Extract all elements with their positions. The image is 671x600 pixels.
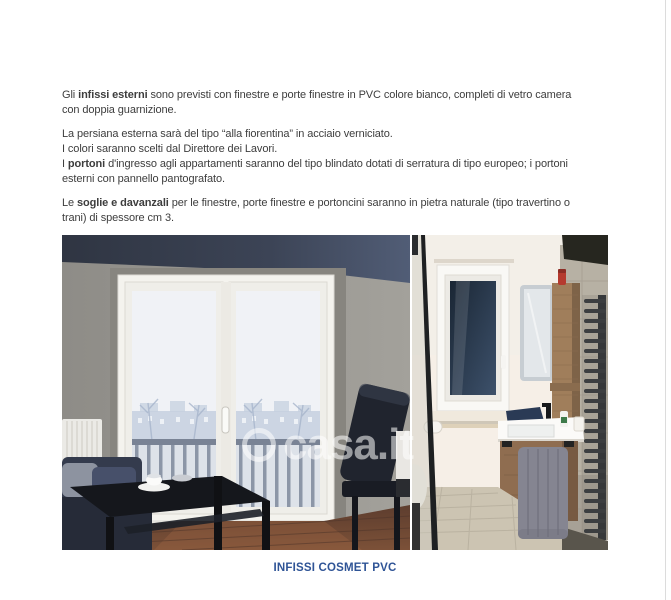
text-line: trani) di spessore cm 3. (62, 212, 174, 224)
photo-bathroom-window-vanity (412, 235, 608, 550)
watermark-text: casa.it (283, 420, 413, 469)
bathroom-window (430, 259, 516, 428)
left-glass-view (132, 291, 216, 507)
text-line: Gli infissi esterni sono previsti con finestre e porte finestre in PVC colore bianco, completi di vetro camera (62, 89, 572, 101)
text-line: I colori saranno scelti dal Direttore dei Lavori. (62, 143, 278, 155)
text-line: Le soglie e davanzali per le finestre, porte finestre e portoncini saranno in pietra naturale (tipo travertino o (62, 197, 570, 209)
paragraph (62, 88, 609, 118)
living-room-illustration (62, 235, 410, 550)
door-handle (222, 407, 229, 433)
figure-caption: INFISSI COSMET PVC (273, 562, 397, 574)
paragraph (62, 127, 609, 187)
photo-living-room-french-doors (62, 235, 410, 550)
text-line: con doppia guarnizione. (62, 104, 177, 116)
document-text (62, 88, 609, 226)
console-dark-item (396, 479, 410, 497)
paragraph (62, 196, 609, 226)
red-spray-can (558, 271, 566, 285)
document-page (62, 88, 609, 574)
bathroom-illustration (412, 235, 608, 550)
right-glass-view (236, 291, 320, 507)
wall-socket (574, 417, 584, 431)
white-console (396, 431, 410, 479)
text-line: La persiana esterna sarà del tipo “alla fiorentina” in acciaio verniciato. (62, 128, 393, 140)
text-line: esterni con pannello pantografato. (62, 173, 225, 185)
text-line: I portoni d'ingresso agli appartamenti saranno del tipo blindato dotati di serratura di tipo europeo; i portoni (62, 158, 568, 170)
towel-radiator (582, 295, 608, 540)
gray-towel (518, 447, 568, 539)
page-right-edge (665, 0, 666, 600)
property-photos (62, 235, 608, 550)
